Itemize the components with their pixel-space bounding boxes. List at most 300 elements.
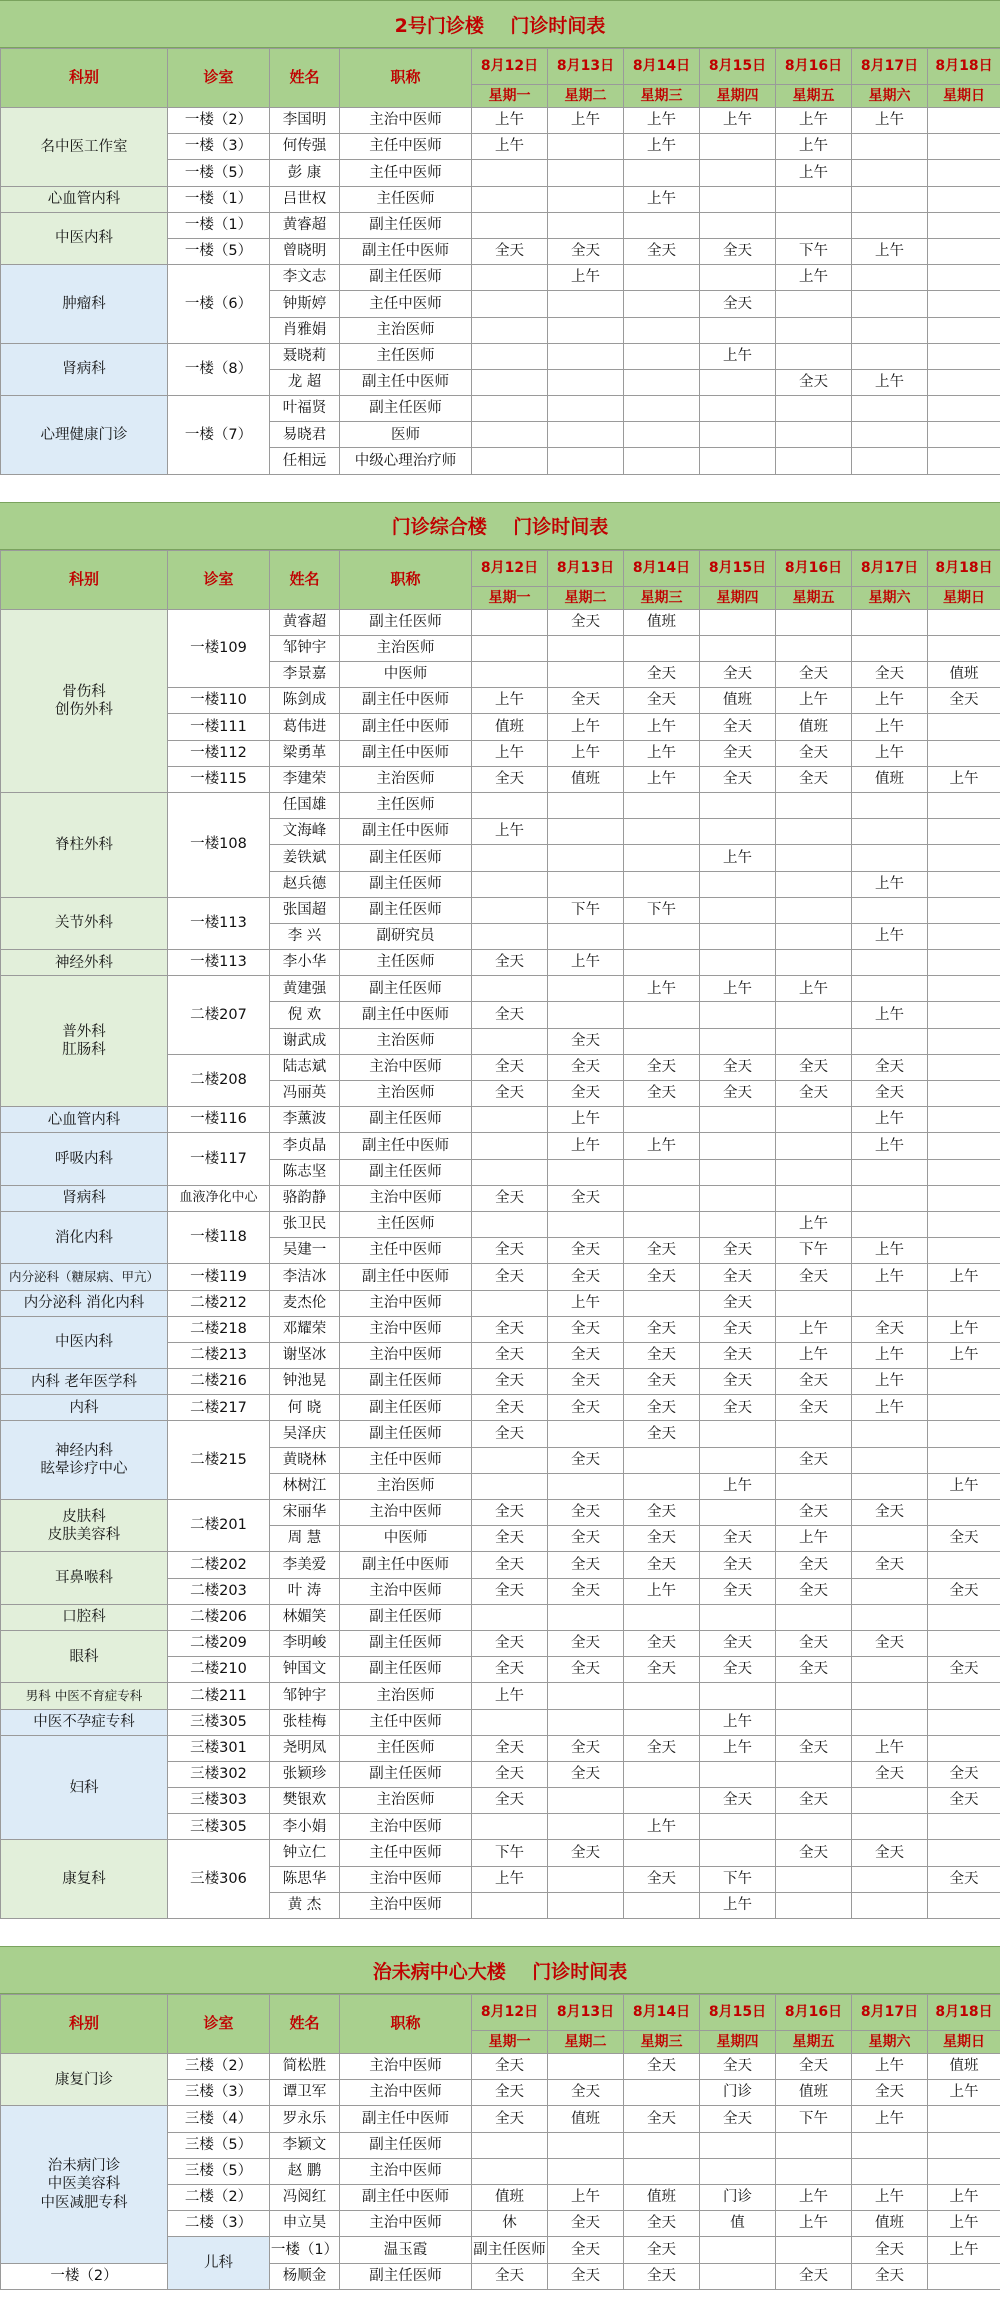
schedule-cell: 全天 [776, 1081, 852, 1107]
weekday-header: 星期二 [548, 85, 624, 108]
department-name: 肾病科 [62, 361, 106, 378]
doctor-title-cell: 副主任医师 [340, 845, 472, 871]
schedule-cell [624, 1604, 700, 1630]
room-cell: 二楼（2） [168, 2184, 270, 2210]
doctor-title-cell: 主治中医师 [340, 2054, 472, 2080]
date-header: 8月18日 [928, 1995, 1000, 2031]
schedule-cell: 全天 [472, 1264, 548, 1290]
schedule-cell: 上午 [548, 2184, 624, 2210]
schedule-cell [624, 1761, 700, 1787]
weekday-header: 星期日 [928, 2031, 1000, 2054]
schedule-cell [776, 1814, 852, 1840]
column-header-dept: 科别 [1, 1995, 168, 2054]
schedule-cell: 全天 [624, 1238, 700, 1264]
doctor-name-cell: 张桂梅 [270, 1709, 340, 1735]
schedule-cell [852, 1159, 928, 1185]
doctor-name-cell: 陈志坚 [270, 1159, 340, 1185]
doctor-title-cell: 副主任医师 [340, 976, 472, 1002]
schedule-cell: 全天 [776, 662, 852, 688]
schedule-cell [776, 2158, 852, 2184]
schedule-cell [852, 291, 928, 317]
schedule-cell [700, 265, 776, 291]
schedule-cell [776, 291, 852, 317]
schedule-cell [700, 2237, 776, 2263]
schedule-cell: 上午 [928, 1473, 1000, 1499]
schedule-cell: 全天 [472, 1788, 548, 1814]
schedule-cell: 上午 [472, 740, 548, 766]
doctor-title-cell: 主任医师 [340, 792, 472, 818]
schedule-cell: 全天 [548, 238, 624, 264]
table-row [1, 1185, 1000, 1211]
schedule-cell: 全天 [548, 1761, 624, 1787]
schedule-cell: 全天 [700, 1552, 776, 1578]
doctor-name-cell: 李国明 [270, 108, 340, 134]
weekday-header: 星期五 [776, 586, 852, 609]
column-header-room: 诊室 [168, 49, 270, 108]
doctor-name-cell: 邹钟宇 [270, 635, 340, 661]
schedule-cell: 上午 [852, 714, 928, 740]
room-cell: 一楼（1） [270, 2237, 340, 2263]
schedule-cell [472, 343, 548, 369]
header-row-dates [1, 49, 1000, 85]
schedule-cell: 上午 [928, 1342, 1000, 1368]
doctor-title-cell: 副主任中医师 [340, 1002, 472, 1028]
room-cell: 三楼302 [168, 1761, 270, 1787]
schedule-cell: 值班 [928, 662, 1000, 688]
doctor-title-cell: 主治医师 [340, 1788, 472, 1814]
doctor-title-cell: 副主任中医师 [340, 819, 472, 845]
schedule-cell [776, 2132, 852, 2158]
doctor-title-cell: 主治中医师 [340, 1342, 472, 1368]
schedule-cell [852, 186, 928, 212]
schedule-cell [700, 1211, 776, 1237]
schedule-cell: 上午 [776, 1526, 852, 1552]
section-title-band [0, 502, 1000, 550]
schedule-cell [852, 160, 928, 186]
schedule-cell [928, 212, 1000, 238]
date-header: 8月15日 [700, 49, 776, 85]
schedule-cell [928, 1081, 1000, 1107]
doctor-title-cell: 副研究员 [340, 923, 472, 949]
schedule-cell [928, 291, 1000, 317]
doctor-name-cell: 谢武成 [270, 1028, 340, 1054]
schedule-cell [776, 212, 852, 238]
schedule-cell [548, 1002, 624, 1028]
table-row [1, 186, 1000, 212]
schedule-cell: 值班 [548, 766, 624, 792]
schedule-cell [624, 317, 700, 343]
schedule-cell [776, 343, 852, 369]
schedule-cell: 全天 [472, 1395, 548, 1421]
schedule-cell: 上午 [776, 1316, 852, 1342]
room-cell: 一楼116 [168, 1107, 270, 1133]
schedule-cell [624, 343, 700, 369]
doctor-name-cell: 林媚笑 [270, 1604, 340, 1630]
schedule-cell: 下午 [776, 238, 852, 264]
schedule-cell [852, 635, 928, 661]
schedule-cell [472, 2132, 548, 2158]
schedule-cell: 上午 [472, 108, 548, 134]
schedule-cell: 下午 [776, 2106, 852, 2132]
schedule-cell [548, 448, 624, 474]
schedule-cell: 全天 [548, 1264, 624, 1290]
department-cell [1, 1264, 168, 1290]
schedule-cell: 全天 [852, 1081, 928, 1107]
schedule-cell [624, 635, 700, 661]
room-cell: 二楼206 [168, 1604, 270, 1630]
schedule-cell [700, 134, 776, 160]
schedule-cell: 全天 [548, 1526, 624, 1552]
doctor-title-cell: 主治中医师 [340, 108, 472, 134]
doctor-title-cell: 副主任中医师 [340, 714, 472, 740]
schedule-cell [852, 845, 928, 871]
schedule-cell [548, 1814, 624, 1840]
schedule-cell: 全天 [624, 1735, 700, 1761]
doctor-title-cell: 主任中医师 [340, 1840, 472, 1866]
schedule-cell [928, 1892, 1000, 1918]
schedule-cell [700, 2158, 776, 2184]
schedule-cell [700, 160, 776, 186]
schedule-cell: 上午 [776, 1211, 852, 1237]
doctor-name-cell: 陈思华 [270, 1866, 340, 1892]
doctor-name-cell: 谢坚冰 [270, 1342, 340, 1368]
department-cell [1, 1630, 168, 1682]
doctor-title-cell: 副主任医师 [340, 1395, 472, 1421]
schedule-cell: 全天 [472, 2106, 548, 2132]
department-cell [1, 108, 168, 187]
schedule-cell: 值班 [624, 609, 700, 635]
schedule-cell [928, 1500, 1000, 1526]
room-cell: 三楼306 [168, 1840, 270, 1919]
schedule-cell: 全天 [624, 2237, 700, 2263]
doctor-title-cell: 副主任医师 [472, 2237, 548, 2263]
schedule-cell: 上午 [852, 1735, 928, 1761]
schedule-cell: 全天 [776, 2054, 852, 2080]
schedule-cell: 上午 [548, 1290, 624, 1316]
schedule-cell: 全天 [852, 1840, 928, 1866]
doctor-name-cell: 李美爱 [270, 1552, 340, 1578]
schedule-cell [624, 1473, 700, 1499]
doctor-name-cell: 张颖珍 [270, 1761, 340, 1787]
schedule-cell: 上午 [624, 1133, 700, 1159]
doctor-name-cell: 张国超 [270, 897, 340, 923]
schedule-cell: 全天 [624, 1630, 700, 1656]
schedule-cell: 门诊 [700, 2184, 776, 2210]
schedule-cell: 全天 [548, 1395, 624, 1421]
schedule-cell: 全天 [624, 2054, 700, 2080]
schedule-cell [700, 1421, 776, 1447]
schedule-cell [776, 609, 852, 635]
schedule-cell: 全天 [472, 2080, 548, 2106]
schedule-cell: 全天 [700, 1342, 776, 1368]
doctor-title-cell: 主任中医师 [340, 1447, 472, 1473]
schedule-cell [624, 923, 700, 949]
department-cell [1, 1107, 168, 1133]
schedule-cell: 全天 [548, 688, 624, 714]
schedule-cell: 下午 [624, 897, 700, 923]
schedule-cell: 上午 [472, 1683, 548, 1709]
doctor-name-cell: 罗永乐 [270, 2106, 340, 2132]
date-header: 8月16日 [776, 49, 852, 85]
department-cell [1, 1500, 168, 1552]
schedule-cell [624, 871, 700, 897]
schedule-cell [700, 212, 776, 238]
schedule-cell [548, 871, 624, 897]
room-cell: 一楼108 [168, 792, 270, 897]
date-header: 8月12日 [472, 49, 548, 85]
doctor-name-cell: 龙 超 [270, 369, 340, 395]
schedule-cell [928, 1133, 1000, 1159]
schedule-cell: 全天 [776, 740, 852, 766]
schedule-cell: 全天 [700, 740, 776, 766]
schedule-cell: 上午 [472, 1866, 548, 1892]
schedule-cell: 值班 [776, 714, 852, 740]
schedule-cell: 全天 [624, 238, 700, 264]
schedule-cell: 全天 [700, 1657, 776, 1683]
schedule-cell [472, 160, 548, 186]
room-cell: 一楼109 [168, 609, 270, 688]
schedule-cell: 全天 [472, 1342, 548, 1368]
schedule-cell: 全天 [776, 2263, 852, 2289]
doctor-title-cell: 主任中医师 [340, 1238, 472, 1264]
department-cell [1, 1316, 168, 1368]
table-row [1, 108, 1000, 134]
schedule-cell [852, 819, 928, 845]
doctor-title-cell: 副主任医师 [340, 212, 472, 238]
schedule-cell: 值班 [852, 766, 928, 792]
schedule-cell [624, 160, 700, 186]
schedule-cell [776, 396, 852, 422]
schedule-cell [700, 609, 776, 635]
schedule-cell: 全天 [776, 1054, 852, 1080]
schedule-cell [548, 134, 624, 160]
department-name: 内科 [69, 1399, 99, 1416]
doctor-title-cell: 副主任医师 [340, 1421, 472, 1447]
doctor-title-cell: 主任医师 [340, 1211, 472, 1237]
schedule-cell [928, 317, 1000, 343]
schedule-cell: 上午 [700, 343, 776, 369]
doctor-name-cell: 赵 鹏 [270, 2158, 340, 2184]
schedule-cell [928, 1840, 1000, 1866]
doctor-name-cell: 李 兴 [270, 923, 340, 949]
department-cell [1, 1369, 168, 1395]
schedule-cell [624, 819, 700, 845]
schedule-cell [852, 1473, 928, 1499]
schedule-cell: 上午 [852, 740, 928, 766]
department-cell [1, 396, 168, 475]
schedule-cell [776, 1892, 852, 1918]
schedule-cell [928, 2263, 1000, 2289]
schedule-cell: 全天 [624, 1866, 700, 1892]
schedule-cell [852, 1866, 928, 1892]
department-cell [1, 1604, 168, 1630]
schedule-cell [472, 265, 548, 291]
schedule-cell [852, 1290, 928, 1316]
table-row [1, 1395, 1000, 1421]
schedule-cell: 上午 [776, 976, 852, 1002]
table-row [1, 2054, 1000, 2080]
department-cell [1, 2054, 168, 2106]
schedule-cell: 上午 [548, 108, 624, 134]
date-header: 8月17日 [852, 49, 928, 85]
schedule-cell [700, 1107, 776, 1133]
schedule-section [0, 1946, 1000, 2290]
department-name: 口腔科 [62, 1609, 106, 1626]
table-row [1, 1211, 1000, 1237]
section-spacer [0, 475, 1000, 502]
room-cell: 二楼（3） [168, 2211, 270, 2237]
department-name: 神经外科 [55, 954, 113, 971]
schedule-cell: 全天 [472, 1054, 548, 1080]
schedule-cell [928, 635, 1000, 661]
schedule-cell [852, 1709, 928, 1735]
doctor-title-cell: 主任医师 [340, 186, 472, 212]
room-cell: 一楼（1） [168, 212, 270, 238]
schedule-cell: 全天 [548, 1316, 624, 1342]
schedule-cell: 全天 [624, 1421, 700, 1447]
doctor-name-cell: 肖雅娟 [270, 317, 340, 343]
schedule-cell [548, 160, 624, 186]
date-header: 8月13日 [548, 550, 624, 586]
schedule-cell: 上午 [852, 2184, 928, 2210]
schedule-cell: 全天 [548, 1028, 624, 1054]
doctor-name-cell: 宋丽华 [270, 1500, 340, 1526]
weekday-header: 星期六 [852, 586, 928, 609]
department-cell [1, 1290, 168, 1316]
room-cell: 三楼（5） [168, 2158, 270, 2184]
room-cell: 三楼305 [168, 1814, 270, 1840]
schedule-cell [700, 897, 776, 923]
schedule-cell [472, 212, 548, 238]
schedule-cell [928, 1211, 1000, 1237]
schedule-cell: 全天 [548, 609, 624, 635]
doctor-title-cell: 医师 [340, 422, 472, 448]
schedule-cell [700, 1028, 776, 1054]
doctor-name-cell: 邓耀荣 [270, 1316, 340, 1342]
table-row [1, 1630, 1000, 1656]
schedule-cell: 全天 [548, 1369, 624, 1395]
doctor-name-cell: 陆志斌 [270, 1054, 340, 1080]
header-row-dates [1, 1995, 1000, 2031]
doctor-title-cell: 主任中医师 [340, 160, 472, 186]
schedule-cell: 全天 [700, 1630, 776, 1656]
doctor-title-cell: 主治中医师 [340, 1290, 472, 1316]
doctor-title-cell: 主治中医师 [340, 1054, 472, 1080]
doctor-title-cell: 副主任医师 [340, 396, 472, 422]
room-cell: 一楼113 [168, 950, 270, 976]
schedule-cell: 全天 [624, 2211, 700, 2237]
schedule-cell [624, 950, 700, 976]
department-name: 普外科 [62, 1024, 106, 1041]
schedule-cell [928, 2106, 1000, 2132]
schedule-cell [548, 1211, 624, 1237]
schedule-cell: 全天 [472, 1369, 548, 1395]
schedule-cell [700, 1447, 776, 1473]
doctor-title-cell: 主治医师 [340, 766, 472, 792]
doctor-title-cell: 副主任医师 [340, 897, 472, 923]
doctor-name-cell: 黄晓林 [270, 1447, 340, 1473]
schedule-cell: 值 [700, 2211, 776, 2237]
room-cell: 一楼119 [168, 1264, 270, 1290]
department-name: 眩晕诊疗中心 [40, 1461, 128, 1478]
department-name: 内分泌科（糖尿病、甲亢） [8, 1269, 159, 1285]
table-row [1, 1604, 1000, 1630]
schedule-cell [548, 1788, 624, 1814]
schedule-cell [624, 1002, 700, 1028]
schedule-cell [700, 1840, 776, 1866]
table-row [1, 792, 1000, 818]
schedule-cell [852, 1892, 928, 1918]
schedule-cell [472, 792, 548, 818]
department-cell [1, 1735, 168, 1840]
doctor-name-cell: 赵兵德 [270, 871, 340, 897]
weekday-header: 星期一 [472, 2031, 548, 2054]
weekday-header: 星期三 [624, 586, 700, 609]
schedule-cell: 上午 [852, 108, 928, 134]
schedule-cell [624, 1840, 700, 1866]
date-header: 8月14日 [624, 49, 700, 85]
doctor-name-cell: 曾晓明 [270, 238, 340, 264]
schedule-cell [776, 317, 852, 343]
schedule-cell [928, 845, 1000, 871]
doctor-name-cell: 李明峻 [270, 1630, 340, 1656]
weekday-header: 星期六 [852, 2031, 928, 2054]
schedule-section [0, 502, 1000, 1919]
weekday-header: 星期二 [548, 2031, 624, 2054]
department-name: 呼吸内科 [55, 1151, 113, 1167]
schedule-cell: 全天 [624, 1081, 700, 1107]
schedule-cell [776, 1604, 852, 1630]
department-name: 心理健康门诊 [40, 426, 128, 443]
schedule-cell [700, 1604, 776, 1630]
schedule-cell: 上午 [852, 2054, 928, 2080]
doctor-name-cell: 张卫民 [270, 1211, 340, 1237]
doctor-title-cell: 副主任医师 [340, 871, 472, 897]
table-row [1, 265, 1000, 291]
table-row [1, 1840, 1000, 1866]
schedule-cell: 全天 [852, 2263, 928, 2289]
doctor-name-cell: 叶福贤 [270, 396, 340, 422]
department-name: 脊柱外科 [55, 836, 113, 853]
schedule-cell: 上午 [548, 714, 624, 740]
schedule-cell [928, 422, 1000, 448]
schedule-cell: 上午 [928, 2080, 1000, 2106]
schedule-cell: 上午 [700, 1892, 776, 1918]
section-title-band [0, 0, 1000, 48]
room-cell: 一楼（3） [168, 134, 270, 160]
schedule-cell [548, 396, 624, 422]
schedule-cell: 上午 [928, 1264, 1000, 1290]
department-name: 中医内科 [55, 230, 113, 247]
doctor-name-cell: 李颖文 [270, 2132, 340, 2158]
schedule-cell: 上午 [624, 186, 700, 212]
schedule-cell [548, 819, 624, 845]
table-row [1, 1107, 1000, 1133]
schedule-cell: 值班 [472, 714, 548, 740]
schedule-cell: 全天 [928, 1657, 1000, 1683]
schedule-cell: 全天 [700, 238, 776, 264]
weekday-header: 星期四 [700, 2031, 776, 2054]
schedule-cell: 上午 [700, 1735, 776, 1761]
schedule-cell [700, 422, 776, 448]
schedule-cell [700, 396, 776, 422]
schedule-cell: 全天 [472, 1002, 548, 1028]
doctor-name-cell: 钟池晃 [270, 1369, 340, 1395]
department-name: 皮肤科 [62, 1508, 106, 1525]
schedule-cell: 上午 [624, 134, 700, 160]
doctor-name-cell: 倪 欢 [270, 1002, 340, 1028]
schedule-cell [548, 1892, 624, 1918]
